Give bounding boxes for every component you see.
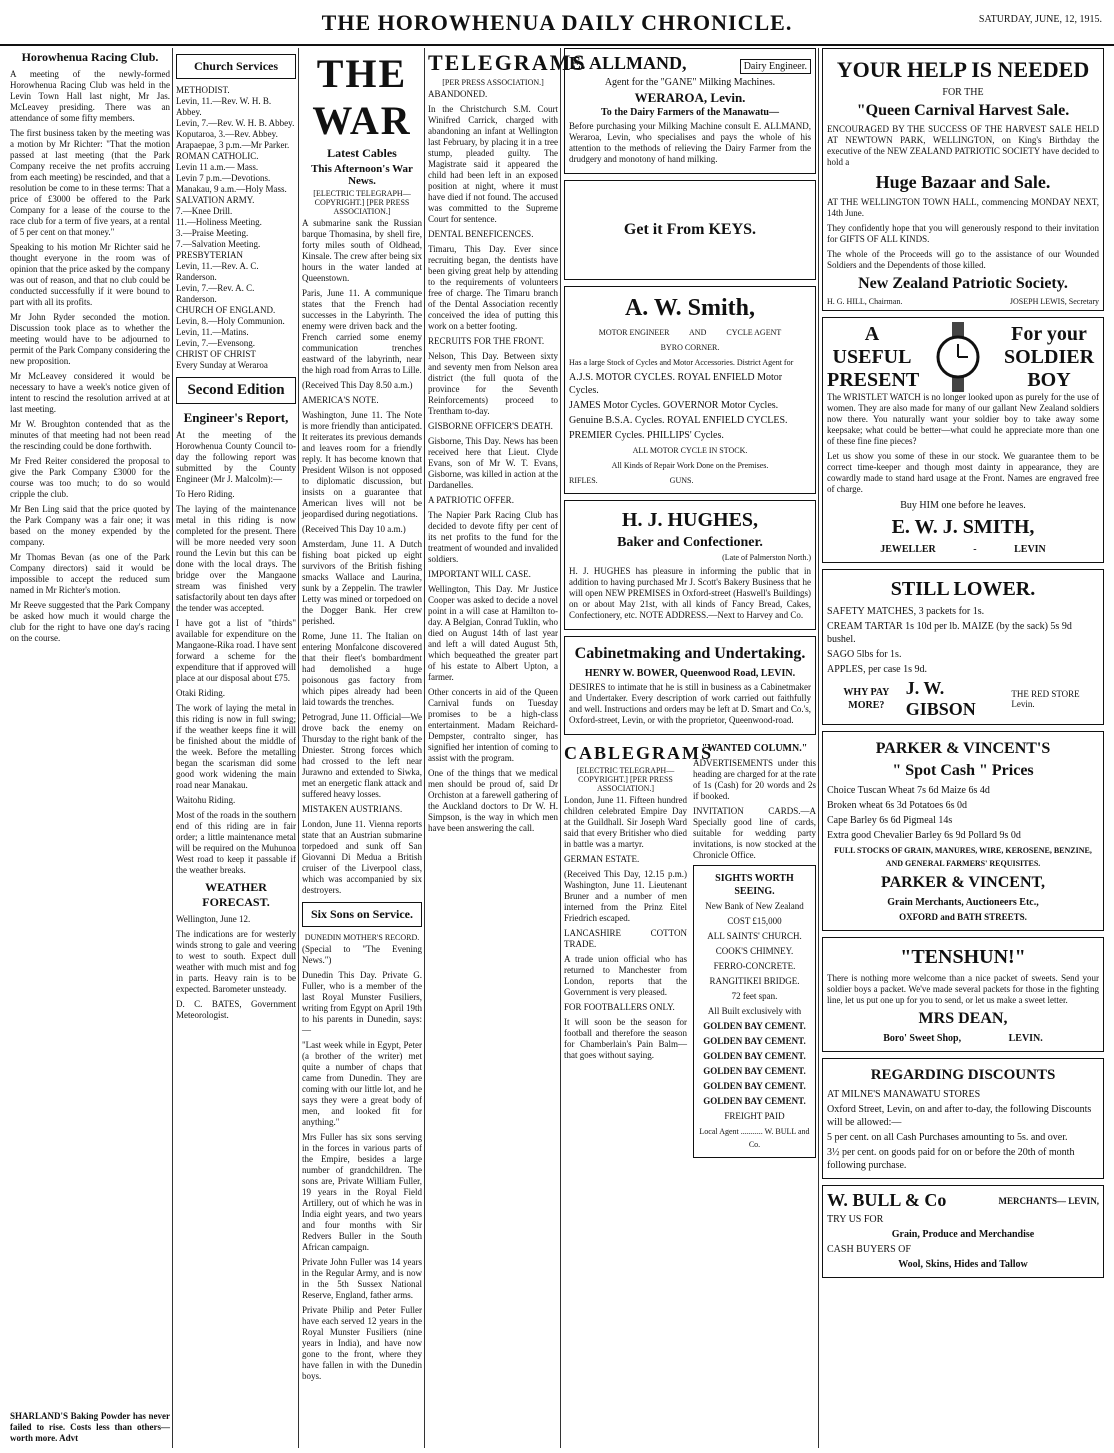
- column-5: [564, 48, 816, 1448]
- church-service-item: Levin, 7.—Rev. A. C. Randerson.: [176, 283, 255, 304]
- spot-cash-heading: " Spot Cash " Prices: [892, 762, 1034, 779]
- church-service-item: Levin, 8.—Holy Communion.: [176, 316, 285, 326]
- sights-sub: New Bank of New Zealand: [705, 901, 804, 911]
- article-paragraph: I have got a list of "thirds" available for expenditure on the Mangaone-Rika road. I have sent forward a scheme for the expenditure that if approved will place at our disposal about £75.: [176, 618, 296, 683]
- society-secretary: JOSEPH LEWIS, Secretary: [1009, 297, 1099, 306]
- church-service-item: 3.—Praise Meeting.: [176, 228, 249, 238]
- article-paragraph: Mr Reeve suggested that the Park Company be asked how much it would charge the club for the right to have one day's racing on the course.: [10, 600, 170, 643]
- article-paragraph: Petrograd, June 11. Official—We drove back the enemy on Thursday to the right bank of the Dniester. Strong forces which had crossed to the left near Jurawno and extended to Siwka, met an energetic flank attack and suffered heavy losses.: [302, 712, 422, 799]
- article-paragraph: GISBORNE OFFICER'S DEATH.: [428, 421, 553, 431]
- church-service-item: Arapaepae, 3 p.m.—Mr Parker.: [176, 140, 290, 150]
- tenshun-body: There is nothing more welcome than a nice packet of sweets. Send your soldier boys a packet. We've made several packets for those in the fighting line, let us put one up for you to send, or let us make a sweet letter.: [827, 973, 1099, 1005]
- article-paragraph: The Napier Park Racing Club has decided to devote fifty per cent of its net profits to the fund for the treatment of wounded and invalided soldiers.: [428, 510, 558, 564]
- church-service-item: METHODIST.: [176, 85, 230, 95]
- column-rule: [298, 48, 299, 1448]
- article-paragraph: Other concerts in aid of the Queen Carnival funds on Tuesday promises to be a high-class entertainment. Madam Reichard-Dempster, contralto singer, has signified her intention of coming to assist with the program.: [428, 687, 558, 763]
- article-paragraph: Dunedin This Day. Private G. Fuller, who is a member of the last Royal Munster Fusiliers, writing from Egypt on April 19th to his parents in Dunedin, says:—: [302, 970, 422, 1035]
- church-service-item: CHRIST OF CHRIST: [176, 349, 256, 359]
- watch-header: [827, 322, 1099, 392]
- golden-bay-cement-line: GOLDEN BAY CEMENT.: [703, 1066, 806, 1076]
- article-paragraph: Speaking to his motion Mr Richter said he thought everyone in the room was of opinion that the price asked by the company was out of reason, and that no club could be conducted successfully if it were bound to part with all its profits.: [10, 242, 170, 307]
- column-1: [10, 48, 170, 1448]
- six-sons-article: [302, 944, 422, 1382]
- bazaar-body: AT THE WELLINGTON TOWN HALL, commencing MONDAY NEXT, 14th June.: [827, 197, 1099, 218]
- queen-carnival-advert: [822, 48, 1104, 311]
- church-service-item: 7.—Knee Drill.: [176, 206, 233, 216]
- still-lower-heading: STILL LOWER.: [890, 578, 1036, 600]
- bazaar-heading: Huge Bazaar and Sale.: [875, 172, 1051, 192]
- issue-date: SATURDAY, JUNE, 12, 1915.: [978, 14, 1102, 25]
- article-paragraph: The indications are for westerly winds strong to gale and veering to west to south. Expect dull weather with much mist and fog in parts. Heavy rain is to be expected. Barometer unsteady.: [176, 929, 296, 994]
- still-lower-item: CREAM TARTAR 1s 10d per lb. MAIZE (by the sack) 5s 9d bushel.: [827, 621, 1072, 645]
- aw-smith-item: A.J.S. MOTOR CYCLES. ROYAL ENFIELD Motor Cycles.: [569, 372, 783, 396]
- allmand-advert: [564, 48, 816, 174]
- article-paragraph: In the Christchurch S.M. Court Winifred Carrick, charged with abandoning an infant at Wellington last February, by placing it in a tree stump, pleaded guilty. The Magistrate said it appeared the child had been left in an exposed position at night, where it must have died if not found. The accused was committed to the Supreme Court for sentence.: [428, 104, 558, 224]
- parker-vincent-advert: [822, 731, 1104, 931]
- church-service-item: Manakau, 9 a.m.—Holy Mass.: [176, 184, 287, 194]
- engineer-report-article: [176, 430, 296, 876]
- wool-skins: Wool, Skins, Hides and Tallow: [898, 1259, 1028, 1270]
- ewj-smith-name: E. W. J. SMITH,: [891, 516, 1035, 538]
- church-service-item: 11.—Holiness Meeting.: [176, 217, 262, 227]
- golden-bay-cement-line: GOLDEN BAY CEMENT.: [703, 1021, 806, 1031]
- masthead: [0, 0, 1114, 46]
- bull-sub: MERCHANTS— LEVIN,: [998, 1195, 1099, 1206]
- sights-built: All Built exclusively with: [707, 1006, 802, 1016]
- spot-cash-price-line: Cape Barley 6s 6d Pigmeal 14s: [827, 815, 953, 826]
- wanted-column-body: ADVERTISEMENTS under this heading are charged for at the rate of 1s (Cash) for 20 words and 2s if booked.: [693, 758, 816, 801]
- church-service-item: Levin, 7.—Evensong.: [176, 338, 255, 348]
- bull-header: [827, 1190, 1099, 1211]
- sights-heading: SIGHTS WORTH SEEING.: [715, 873, 794, 897]
- article-paragraph: Private Philip and Peter Fuller have each served 12 years in the Royal Munster Fusiliers (nine years in India), and have now gone to the front, where they have fallen in with the Dunedin boys.: [302, 1305, 422, 1381]
- article-paragraph: Otaki Riding.: [176, 688, 225, 698]
- cablegrams-subheading: [ELECTRIC TELEGRAPH—COPYRIGHT.] [PER PRESS ASSOCIATION.]: [576, 766, 675, 793]
- article-paragraph: MISTAKEN AUSTRIANS.: [302, 804, 403, 814]
- aw-smith-item: Genuine B.S.A. Cycles. ROYAL ENFIELD CYCLES.: [569, 415, 788, 426]
- bazaar-invite: They confidently hope that you will generously respond to their invitation for GIFTS OF ALL KINDS.: [827, 223, 1099, 244]
- wristlet-watch-body: The WRISTLET WATCH is no longer looked upon as purely for the use of women. They are also made for many of our gallant New Zealand soldiers now there. You naturally want your soldier boy to take away some keepsake; what could be better—what could he appreciate more than one of these fine fine pieces?: [827, 392, 1099, 446]
- bull-name: W. BULL & Co: [827, 1190, 947, 1210]
- article-paragraph: One of the things that we medical men should be proud of, said Dr Orchiston at a farewell gathering of the Auckland doctors to Dr W. H. Simpson, is the way in which men have been answering the call.: [428, 768, 558, 833]
- weather-forecast-article: [176, 914, 296, 1021]
- ewj-smith-sub: JEWELLER - LEVIN: [880, 544, 1046, 555]
- help-for: FOR THE: [942, 87, 984, 98]
- church-service-item: Levin, 7.—Rev. W. H. B. Abbey.: [176, 118, 295, 128]
- sights-freight: FREIGHT PAID: [724, 1111, 785, 1121]
- article-paragraph: ABANDONED.: [428, 89, 488, 99]
- article-paragraph: "Last week while in Egypt, Peter (a brother of the writer) met quite a number of chaps that came from Dunedin. They are coming with our little lot, and he says they were a great body of men, and looked fit for anything.": [302, 1040, 422, 1127]
- gibson-footer: [827, 678, 1099, 720]
- column-rule: [818, 48, 819, 1448]
- allmand-name: E. ALLMAND,: [569, 53, 687, 73]
- article-paragraph: RECRUITS FOR THE FRONT.: [428, 336, 545, 346]
- racing-club-heading: Horowhenua Racing Club.: [21, 50, 159, 64]
- society-officers: [827, 297, 1099, 306]
- aw-smith-item: JAMES Motor Cycles. GOVERNOR Motor Cycles.: [569, 400, 779, 411]
- cablegrams-article: [564, 795, 687, 1061]
- still-lower-items: [827, 605, 1099, 676]
- church-service-item: Levin, 11.—Rev. W. H. B. Abbey.: [176, 96, 272, 117]
- article-paragraph: The first business taken by the meeting was a motion by Mr Richter: "That the motion passed at last meeting (that the Park Company receive the net profits accruing from each meeting) be rescinded, and that a resolution be come to in these terms: That a price of £3000 be offered to the Park Company for a lease of the course to the race club for a term of five years, at a rental of 5 per cent on that money.": [10, 128, 170, 237]
- allmand-place: WERAROA, Levin.: [634, 90, 746, 105]
- weather-forecast-heading: WEATHER FORECAST.: [202, 880, 270, 909]
- article-paragraph: Wellington, This Day. Mr Justice Cooper was asked to decide a novel point in a will case at Hamilton to-day. A Belgian, Conrad Tuklin, who died on August 14th of last year and left a will dated August 5th, which bequeathed the greater part of his estate to Albert Upton, a farmer.: [428, 584, 558, 682]
- column-2: [176, 48, 296, 1448]
- lower-columns: [564, 741, 816, 1164]
- article-paragraph: Washington, June 11. The Note is more friendly than anticipated. It reiterates its previous demands and leaves room for a friendly reply. It has become known that President Wilson is not opposed to diplomatic discussion, but insists on a guarantee that American lives will not be jeopardised during negotiations.: [302, 410, 422, 519]
- church-service-item: Levin 7 p.m.—Devotions.: [176, 173, 271, 183]
- article-paragraph: Mrs Fuller has six sons serving in the forces in various parts of the Empire, besides a large number of grandchildren. The sons are, Private William Fuller, 19 years in the Royal Field Artillery, out of which he was in India eight years, and two years and four months with Sir Redvers Buller in the South African campaign.: [302, 1132, 422, 1252]
- column-rule: [172, 48, 173, 1448]
- sights-cost: COST £15,000: [727, 916, 782, 926]
- golden-bay-cement-line: GOLDEN BAY CEMENT.: [703, 1036, 806, 1046]
- racing-club-article: [10, 69, 170, 644]
- spot-cash-price-line: Choice Tuscan Wheat 7s 6d Maize 6s 4d: [827, 785, 990, 796]
- hughes-advert: [564, 500, 816, 630]
- bazaar-proceeds: The whole of the Proceeds will go to the assistance of our Wounded Soldiers and the Dependents of those killed.: [827, 249, 1099, 270]
- aw-smith-intro: Has a large Stock of Cycles and Motor Accessories. District Agent for: [569, 358, 794, 367]
- golden-bay-cement-line: GOLDEN BAY CEMENT.: [703, 1081, 806, 1091]
- column-3: [302, 48, 422, 1448]
- article-paragraph: FOR FOOTBALLERS ONLY.: [564, 1002, 675, 1012]
- church-service-item: Levin, 11.—Matins.: [176, 327, 249, 337]
- article-paragraph: Rome, June 11. The Italian on entering Monfalcone discovered that their fleet's bombardment had demolished a huge poisonous gas factory from which pipes already had been laid towards the trenches.: [302, 631, 422, 707]
- hughes-trade: Baker and Confectioner.: [617, 535, 763, 550]
- aw-smith-item: PREMIER Cycles. PHILLIPS' Cycles.: [569, 430, 724, 441]
- hughes-name: H. J. HUGHES,: [621, 509, 759, 531]
- sights-span: 72 feet span.: [731, 991, 778, 1001]
- discounts-body: [827, 1088, 1099, 1172]
- watch-stock-body: Let us show you some of these in our stock. We guarantee them to be correct time-keeper and though most dainty in appearance, they are cowardly made to stand hard usage at the Front. Names are engraved free of charge.: [827, 451, 1099, 494]
- discounts-advert: [822, 1058, 1104, 1179]
- six-sons-subheading: DUNEDIN MOTHER'S RECORD.: [304, 933, 420, 942]
- column-4: [428, 48, 587, 1448]
- cablegrams-heading: CABLEGRAMS: [564, 743, 714, 763]
- spot-cash-price-line: Extra good Chevalier Barley 6s 9d Pollard 9s 0d: [827, 830, 1021, 841]
- article-paragraph: Mr Fred Reiter considered the proposal to give the Park Company £3000 for the course was too much; to do so would cripple the club.: [10, 456, 170, 499]
- aw-smith-advert: [564, 286, 816, 494]
- hughes-body: H. J. HUGHES has pleasure in informing the public that in addition to having purchased Mr J. Scott's Bakery Business that he will open NEW PREMISES in Oxford-street (Haswell's Buildings) on or about May 21st, with all kinds of Fancy Bread, Cakes, Confectionery, etc. NOTE ADDRESS.—Next to Harvey and Co.: [569, 566, 811, 620]
- war-news-article: [302, 218, 422, 896]
- article-paragraph: Amsterdam, June 11. A Dutch fishing boat picked up eight survivors of the British fishing smacks Wallace and Laurina, sunk by a Zeppelin. The trawler Letty was mined or torpedoed on the Dogger Bank. Her crew perished.: [302, 539, 422, 626]
- still-lower-item: APPLES, per case 1s 9d.: [827, 664, 927, 675]
- help-needed-heading: YOUR HELP IS NEEDED: [836, 57, 1090, 82]
- still-lower-item: SAFETY MATCHES, 3 packets for 1s.: [827, 606, 985, 617]
- golden-bay-advert: [693, 865, 816, 1158]
- aw-smith-place: BYRO CORNER.: [660, 343, 720, 352]
- church-service-item: CHURCH OF ENGLAND.: [176, 305, 276, 315]
- try-us: TRY US FOR: [827, 1214, 884, 1225]
- sights-chimney: COOK'S CHIMNEY.: [715, 946, 794, 956]
- golden-bay-cement-list: [698, 1020, 811, 1108]
- discount-line: AT MILNE'S MANAWATU STORES: [827, 1089, 981, 1100]
- discount-line: 5 per cent. on all Cash Purchases amounting to 5s. and over.: [827, 1132, 1068, 1143]
- spot-cash-price-line: Broken wheat 6s 3d Potatoes 6s 0d: [827, 800, 967, 811]
- church-service-item: Levin, 11.—Rev. A. C. Randerson.: [176, 261, 259, 282]
- aw-smith-name: A. W. Smith,: [624, 295, 756, 321]
- cash-buyers: CASH BUYERS OF: [827, 1244, 911, 1255]
- parker-sub: Grain Merchants, Auctioneers Etc.,: [887, 897, 1039, 908]
- still-lower-item: SAGO 5lbs for 1s.: [827, 649, 902, 660]
- parker-address: OXFORD and BATH STREETS.: [899, 912, 1027, 922]
- spot-cash-prices: [827, 784, 1099, 842]
- war-copyright: [ELECTRIC TELEGRAPH—COPYRIGHT.] [PER PRESS ASSOCIATION.]: [313, 189, 411, 216]
- harvest-sale-body: ENCOURAGED BY THE SUCCESS OF THE HARVEST SALE HELD AT NEWTOWN PARK, WELLINGTON, on King's Birthday the executive of the NEW ZEALAND PATRIOTIC SOCIETY have decided to hold a: [827, 124, 1099, 167]
- discounts-heading: REGARDING DISCOUNTS: [870, 1067, 1056, 1083]
- aw-smith-repair: All Kinds of Repair Work Done on the Premises.: [611, 461, 769, 470]
- church-service-item: Koputaroa, 3.—Rev. Abbey.: [176, 129, 278, 139]
- telegrams-article: [428, 89, 558, 834]
- article-paragraph: Mr Ben Ling said that the price quoted by the Park Company was a fair one; it was based on the money expended by the company.: [10, 504, 170, 547]
- article-paragraph: Mr W. Broughton contended that as the minutes of that meeting had not been read the rescinding could be done forthwith.: [10, 419, 170, 451]
- article-paragraph: Mr John Ryder seconded the motion. Discussion took place as to whether the meeting would have to be adjourned to permit of the Park Company considering the new proposition.: [10, 312, 170, 366]
- latest-cables-subheading: Latest Cables: [327, 146, 397, 160]
- wanted-column-heading: "WANTED COLUMN.": [701, 743, 808, 754]
- article-paragraph: A trade union official who has returned to Manchester from London, reports that the Government is very pleased.: [564, 954, 687, 997]
- six-sons-heading: Six Sons on Service.: [302, 902, 422, 927]
- parker-name: PARKER & VINCENT,: [880, 874, 1045, 891]
- parker-heading: PARKER & VINCENT'S: [875, 740, 1051, 757]
- allmand-tag: Dairy Engineer.: [740, 59, 811, 74]
- church-service-item: Levin 11 a.m.— Mass.: [176, 162, 259, 172]
- article-paragraph: The work of laying the metal in this riding is now in full swing; if the weather keeps fine it will be finished about the middle of the week. Before the metalling began the scarisman did some good work widening the main road near Manakau.: [176, 703, 296, 790]
- full-stocks: FULL STOCKS OF GRAIN, MANURES, WIRE, KEROSENE, BENZINE, AND GENERAL FARMERS' REQUISITES.: [834, 846, 1092, 868]
- article-paragraph: It will soon be the season for football and therefore the season for Chamberlain's Pain Balm—that goes without saying.: [564, 1017, 687, 1060]
- sights-concrete: FERRO-CONCRETE.: [713, 961, 796, 971]
- patriotic-society: New Zealand Patriotic Society.: [858, 275, 1068, 292]
- article-paragraph: A submarine sank the Russian barque Thomasina, by shell fire, forty miles south of Oldhead, Kinsale. The crew after being six hours in the water landed at Queenstown.: [302, 218, 422, 283]
- sights-agent: Local Agent ........... W. BULL and Co.: [699, 1127, 810, 1149]
- wristlet-watch-advert: [822, 317, 1104, 563]
- discount-line: 3½ per cent. on goods paid for on or before the 20th of month following purchase.: [827, 1147, 1075, 1171]
- article-paragraph: (Received This Day, 12.15 p.m.) Washington, June 11. Lieutenant Bruner and a number of men interned from the Prinz Eitel Friedrich escaped.: [564, 869, 687, 923]
- aw-smith-roles: MOTOR ENGINEER AND CYCLE AGENT: [598, 328, 782, 337]
- aw-smith-items: [569, 371, 811, 442]
- allmand-agent: Agent for the "GANE" Milking Machines.: [604, 77, 776, 88]
- church-service-item: 7.—Salvation Meeting.: [176, 239, 261, 249]
- society-chairman: H. G. HILL, Chairman.: [827, 297, 903, 306]
- church-service-item: Every Sunday at Weraroa: [176, 360, 268, 370]
- article-paragraph: (Special to "The Evening News."): [302, 944, 422, 965]
- engineer-report-heading: Engineer's Report,: [183, 410, 289, 425]
- telegrams-subheading: [PER PRESS ASSOCIATION.]: [442, 78, 544, 87]
- wristwatch-icon: [928, 322, 988, 392]
- bower-title: Cabinetmaking and Undertaking.: [574, 645, 806, 662]
- golden-bay-cement-line: GOLDEN BAY CEMENT.: [703, 1096, 806, 1106]
- article-paragraph: D. C. BATES, Government Meteorologist.: [176, 999, 296, 1020]
- golden-bay-cement-line: GOLDEN BAY CEMENT.: [703, 1051, 806, 1061]
- article-paragraph: Wellington, June 12.: [176, 914, 251, 924]
- war-news-subheading: This Afternoon's War News.: [311, 163, 413, 187]
- article-paragraph: Nelson, This Day. Between sixty and seventy men from Nelson area district (the full quota of the province for the Seventh Reinforcements) proceed to Trentham to-day.: [428, 351, 558, 416]
- article-paragraph: (Received This Day 8.50 a.m.): [302, 380, 413, 390]
- gibson-sub: THE RED STORE Levin.: [1011, 689, 1080, 709]
- bower-advert: [564, 636, 816, 735]
- sights-church: ALL SAINTS' CHURCH.: [707, 931, 802, 941]
- invitation-cards: INVITATION CARDS.—A Specially good line of cards, suitable for wedding party invitations, is now stocked at the Chronicle Office.: [693, 806, 816, 860]
- article-paragraph: London, June 11. Vienna reports state that an Austrian submarine torpedoed and sunk off San Giovanni Di Medua a British cruiser of the Liverpool class, which was accompanied by six destroyers.: [302, 819, 422, 895]
- article-paragraph: (Received This Day 10 a.m.): [302, 524, 406, 534]
- column-rule: [424, 48, 425, 1448]
- article-paragraph: Waitohu Riding.: [176, 795, 236, 805]
- article-paragraph: LANCASHIRE COTTON TRADE.: [564, 928, 687, 949]
- aw-smith-depot: ALL MOTOR CYCLE IN STOCK.: [632, 446, 748, 455]
- for-soldier-boy: For your SOLDIER BOY: [1003, 322, 1095, 391]
- allmand-farmers: To the Dairy Farmers of the Manawatu—: [601, 107, 779, 118]
- church-services-list: [176, 85, 296, 371]
- allmand-body: Before purchasing your Milking Machine consult E. ALLMAND, Weraroa, Levin, who specialises and pays the whole of his attention to the methods of relieving the Dairy Farmer from the drudgery and monotony of hand milking.: [569, 121, 811, 164]
- wanted-sights-column: [693, 741, 816, 1164]
- the-war-heading: THE WAR: [312, 51, 412, 143]
- article-paragraph: Mr Thomas Bevan (as one of the Park Company directors) said it would be impossible to accept the reduced sum named in Mr Richter's motion.: [10, 552, 170, 595]
- bower-owner: HENRY W. BOWER, Queenwood Road, LEVIN.: [584, 668, 796, 679]
- article-paragraph: Paris, June 11. A communique states that the French had successes in the Labyrinth. The enemy were driven back and the French carried some enemy communication trenches eastward of the labyrinth, near the high road from Arras to Lille.: [302, 288, 422, 375]
- keys-text: Get it From KEYS.: [623, 221, 757, 238]
- discount-line: Oxford Street, Levin, on and after to-day, the following Discounts will be allowed:—: [827, 1104, 1092, 1128]
- hughes-late: (Late of Palmerston North.): [722, 553, 811, 562]
- church-service-item: PRESBYTERIAN: [176, 250, 244, 260]
- dean-advert: [822, 937, 1104, 1052]
- article-paragraph: A PATRIOTIC OFFER.: [428, 495, 514, 505]
- article-paragraph: DENTAL BENEFICENCES.: [428, 229, 534, 239]
- useful-present: A USEFUL PRESENT: [827, 322, 920, 391]
- aw-smith-guns: RIFLES. GUNS.: [569, 476, 694, 485]
- buy-him-one: Buy HIM one before he leaves.: [900, 500, 1026, 511]
- article-paragraph: Most of the roads in the southern end of this riding are in fair order; a little maintenance metal will be required on the Muhunoa West road to keep it passable if the weather breaks.: [176, 810, 296, 875]
- bull-advert: [822, 1185, 1104, 1278]
- dean-sub: Boro' Sweet Shop, LEVIN.: [883, 1033, 1043, 1044]
- article-paragraph: The laying of the maintenance metal in this riding is now completed for the present. There will be more needed very soon round the Levin but this can be done with the local drays. The bridge over the Mangaone stream was finished very satisfactorily about ten days after the tender was accepted.: [176, 504, 296, 613]
- gibson-advert: [822, 569, 1104, 725]
- sharland-advert: SHARLAND'S Baking Powder has never failed to rise. Costs less than others—worth more. Advt: [10, 1411, 170, 1443]
- telegrams-heading: TELEGRAMS: [428, 50, 587, 75]
- newspaper-title: THE HOROWHENUA DAILY CHRONICLE.: [321, 10, 793, 35]
- keys-advert: [564, 180, 816, 280]
- why-pay-more: WHY PAY MORE?: [843, 687, 890, 711]
- grain-produce: Grain, Produce and Merchandise: [891, 1229, 1035, 1240]
- article-paragraph: Gisborne, This Day. News has been received here that Lieut. Clyde Evans, son of Mr W. T. Evans, Gisborne, was killed in action at the Dardanelles.: [428, 436, 558, 490]
- tenshun-heading: "TENSHUN!": [900, 946, 1026, 968]
- column-6: [822, 48, 1104, 1448]
- article-paragraph: Timaru, This Day. Ever since recruiting began, the dentists have been giving great help by attending to the requirements of volunteers free of charge. The Timaru branch of the Dental Association recently conceived the idea of putting this work on a better footing.: [428, 244, 558, 331]
- cablegrams-column: [564, 741, 714, 1164]
- sights-bridge: RANGITIKEI BRIDGE.: [709, 976, 800, 986]
- article-paragraph: GERMAN ESTATE.: [564, 854, 640, 864]
- church-service-item: ROMAN CATHOLIC.: [176, 151, 259, 161]
- article-paragraph: Mr McLeavey considered it would be necessary to have a week's notice given of intent to rescind the resolution arrived at at last meeting.: [10, 371, 170, 414]
- article-paragraph: AMERICA'S NOTE.: [302, 395, 379, 405]
- harvest-sale-title: "Queen Carnival Harvest Sale.: [856, 102, 1070, 119]
- gibson-name: J. W. GIBSON: [905, 678, 976, 719]
- bower-body: DESIRES to intimate that he is still in business as a Cabinetmaker and Undertaker. Every description of work carried out faithfully and well. Instructions and orders may be left at D. Smart and Co.'s, Oxford-street, Levin, or with the proprietor, Queenwood-road.: [569, 682, 811, 725]
- article-paragraph: At the meeting of the Horowhenua County Council to-day the following report was submitted by the County Engineer (Mr J. Malcolm):—: [176, 430, 296, 484]
- dean-name: MRS DEAN,: [918, 1010, 1008, 1027]
- article-paragraph: London, June 11. Fifteen hundred children celebrated Empire Day at the Guildhall. Sir Joseph Ward said that every Britisher who died in battle was a martyr.: [564, 795, 687, 849]
- second-edition-heading: Second Edition: [176, 377, 296, 404]
- article-paragraph: To Hero Riding.: [176, 489, 235, 499]
- article-paragraph: Private John Fuller was 14 years in the Regular Army, and is now in the 5th Sussex National Reserve, England, father arms.: [302, 1257, 422, 1300]
- church-services-heading: Church Services: [176, 54, 296, 79]
- column-rule: [560, 48, 561, 1448]
- article-paragraph: IMPORTANT WILL CASE.: [428, 569, 531, 579]
- article-paragraph: A meeting of the newly-formed Horowhenua Racing Club was held in the Levin Town Hall last night, Mr Jas. McLeavey presiding. There was an attendance of some fifty members.: [10, 69, 170, 123]
- church-service-item: SALVATION ARMY.: [176, 195, 255, 205]
